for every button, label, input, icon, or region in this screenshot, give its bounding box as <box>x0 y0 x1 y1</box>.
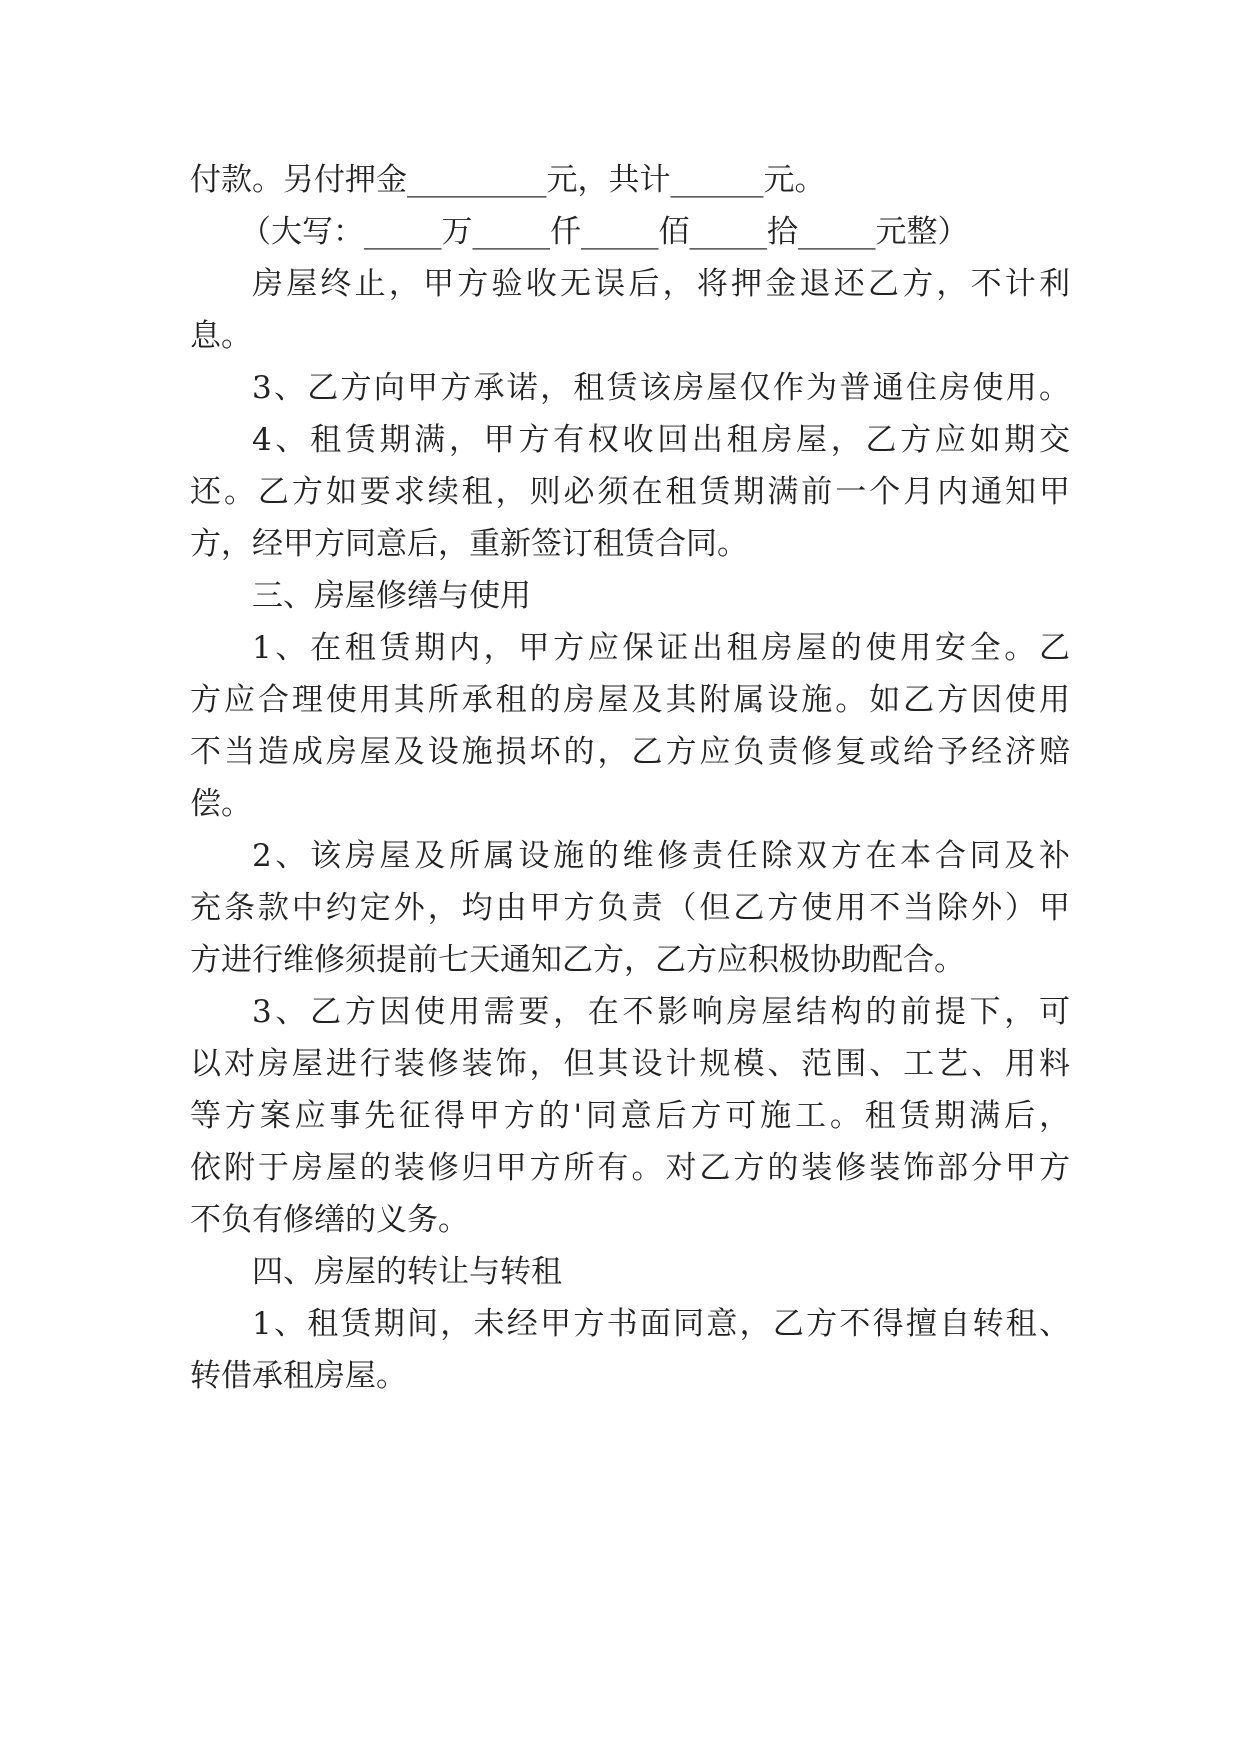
section-heading: 三、房屋修缮与使用 <box>252 578 531 614</box>
text-line: 方，经甲方同意后，重新签订租赁合同。 <box>190 526 748 562</box>
text-line: 房屋终止，甲方验收无误后，将押金退还乙方，不计利 <box>252 266 1070 302</box>
text-line: 1、在租赁期内，甲方应保证出租房屋的使用安全。乙 <box>252 630 1070 666</box>
text-line: 等方案应事先征得甲方的'同意后方可施工。租赁期满后， <box>190 1098 1070 1134</box>
text-line: 依附于房屋的装修归甲方所有。对乙方的装修装饰部分甲方 <box>190 1150 1070 1186</box>
section-heading: 四、房屋的转让与转租 <box>252 1254 562 1290</box>
text-line: （大写：_____万_____仟_____佰_____拾_____元整） <box>240 214 969 250</box>
text-line: 还。乙方如要求续租，则必须在租赁期满前一个月内通知甲 <box>190 474 1070 510</box>
text-line: 息。 <box>190 318 252 354</box>
text-line: 4、租赁期满，甲方有权收回出租房屋，乙方应如期交 <box>252 422 1070 458</box>
text-line: 以对房屋进行装修装饰，但其设计规模、范围、工艺、用料 <box>190 1046 1070 1082</box>
text-line: 付款。另付押金_________元，共计______元。 <box>190 162 826 198</box>
text-line: 不当造成房屋及设施损坏的，乙方应负责修复或给予经济赔 <box>190 734 1070 770</box>
text-line: 不负有修缮的义务。 <box>190 1202 469 1238</box>
text-line: 3、乙方因使用需要，在不影响房屋结构的前提下，可 <box>252 994 1070 1030</box>
text-line: 1、租赁期间，未经甲方书面同意，乙方不得擅自转租、 <box>252 1306 1070 1342</box>
text-line: 偿。 <box>190 786 252 822</box>
text-line: 方应合理使用其所承租的房屋及其附属设施。如乙方因使用 <box>190 682 1070 718</box>
text-line: 3、乙方向甲方承诺，租赁该房屋仅作为普通住房使用。 <box>252 370 1070 406</box>
text-line: 转借承租房屋。 <box>190 1358 407 1394</box>
text-line: 方进行维修须提前七天通知乙方，乙方应积极协助配合。 <box>190 942 965 978</box>
text-line: 2、该房屋及所属设施的维修责任除双方在本合同及补 <box>252 838 1070 874</box>
text-line: 充条款中约定外，均由甲方负责（但乙方使用不当除外）甲 <box>190 890 1070 926</box>
